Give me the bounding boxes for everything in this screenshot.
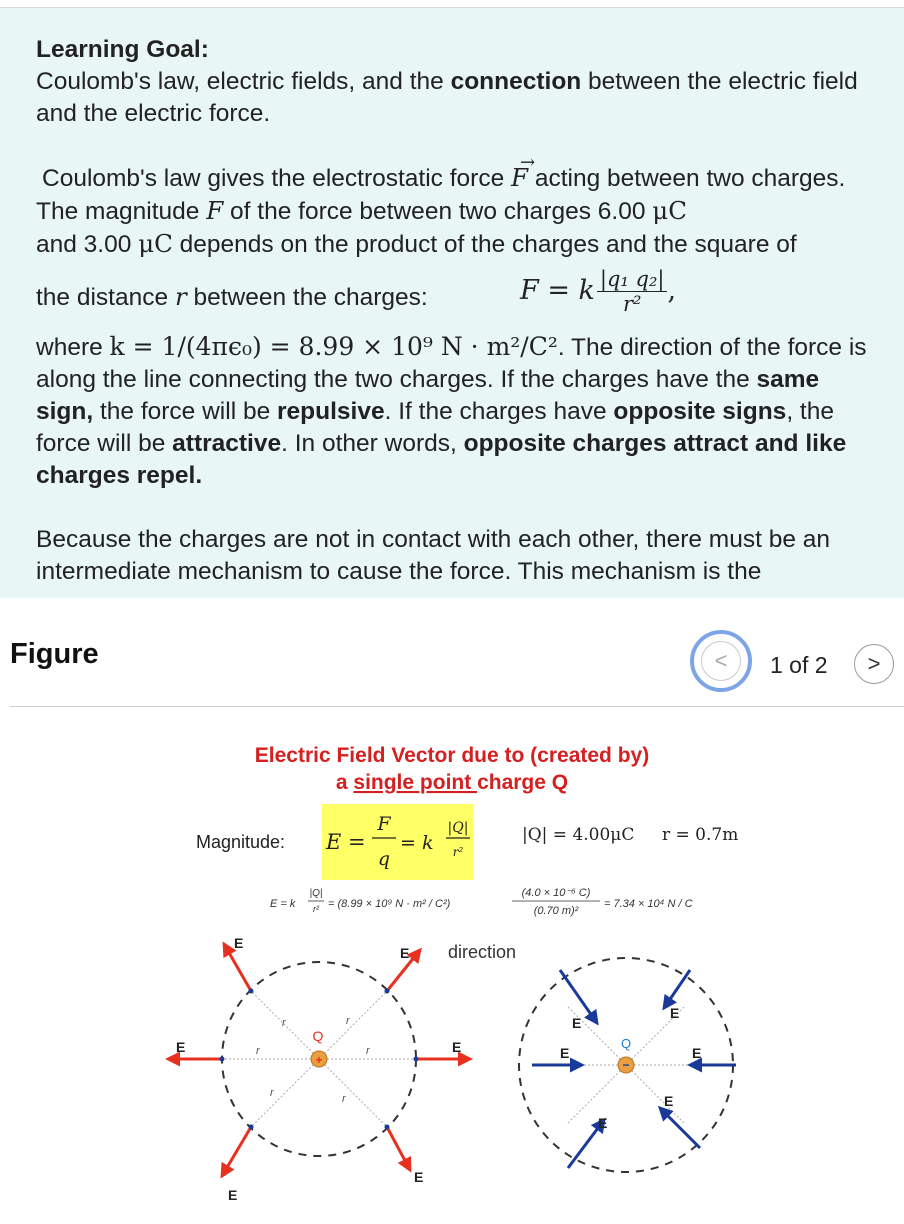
figure-title-line1: Electric Field Vector due to (created by)	[254, 744, 650, 767]
p2-text-c: the force will be	[93, 398, 278, 425]
mag-k: = k	[400, 832, 434, 854]
magnitude-label: Magnitude:	[196, 832, 286, 852]
coulomb-paragraph	[36, 152, 881, 261]
given-distance: r = 0.7m	[662, 825, 739, 845]
svg-text:E: E	[572, 1015, 582, 1031]
calc-lhs: E = k	[270, 898, 296, 910]
opposite-bold: opposite signs	[613, 398, 787, 425]
charge-label-right: Q	[620, 1036, 632, 1051]
formula-lead: the distance r between the charges:	[36, 282, 428, 311]
field-labels-left	[176, 935, 461, 1203]
formula-denominator: r²	[622, 292, 642, 316]
direction-label: direction	[448, 942, 517, 962]
mag-Q: |Q|	[447, 820, 469, 836]
figure-counter: 1 of 2	[770, 652, 828, 678]
inward-field-arrows	[532, 970, 736, 1168]
same-sign-bold: same sign,	[36, 366, 820, 425]
p1-text-b: acting between two charges. The magnitude	[36, 165, 846, 225]
calc-result: = 7.34 × 10⁴ N / C	[604, 898, 693, 910]
plus-sign: +	[315, 1053, 323, 1067]
force-vector-symbol: F →	[511, 152, 536, 192]
summary-bold: opposite charges attract and like charges repel.	[36, 430, 847, 489]
svg-text:E: E	[414, 1169, 424, 1185]
svg-text:E: E	[560, 1045, 570, 1061]
svg-text:E: E	[598, 1115, 608, 1131]
svg-text:r: r	[342, 1093, 346, 1105]
chevron-right-icon: >	[867, 651, 881, 676]
coulomb-formula-line	[36, 267, 881, 331]
figure-heading: Figure	[10, 638, 99, 670]
svg-text:r: r	[282, 1017, 286, 1029]
svg-text:E: E	[664, 1093, 674, 1109]
coulomb-constant: k = 1/(4πϵ₀) = 8.99 × 10⁹ N · m²/C²	[109, 332, 558, 361]
repulsive-bold: repulsive	[277, 398, 385, 425]
svg-text:E: E	[234, 935, 244, 951]
calc-numerator: (4.0 × 10⁻⁶ C)	[521, 887, 591, 899]
attractive-bold: attractive	[172, 430, 282, 457]
p1-text-e: depends on the product of the charges and the square of	[172, 231, 797, 258]
calc-denominator: (0.70 m)²	[533, 905, 579, 917]
svg-text:E: E	[692, 1045, 702, 1061]
svg-text:E: E	[400, 945, 410, 961]
figure-divider	[10, 706, 904, 707]
direction-paragraph	[36, 331, 881, 492]
figure-title-line2: a single point charge Q	[335, 771, 569, 794]
goal-text-end: between the electric field and the electric force.	[36, 68, 858, 127]
formula-lhs: F = k	[520, 275, 595, 306]
p2-text-f: . In other words,	[281, 430, 464, 457]
minus-sign: −	[622, 1058, 630, 1072]
calc-r2: r²	[313, 904, 319, 914]
svg-text:r: r	[256, 1045, 260, 1057]
calc-constant: = (8.99 × 10⁹ N · m² / C²)	[328, 898, 451, 910]
intro-text	[36, 34, 881, 588]
force-magnitude-symbol: F	[206, 196, 224, 225]
mag-r2: r²	[452, 845, 464, 859]
positive-charge-diagram	[168, 935, 470, 1203]
chevron-left-icon: <	[701, 641, 741, 681]
formula-fraction	[597, 267, 668, 316]
svg-text:r: r	[366, 1045, 370, 1057]
unit-microcoulomb-2: μC	[138, 229, 173, 258]
mag-F: F	[377, 813, 391, 835]
formula-comma: ,	[667, 275, 677, 306]
svg-text:r: r	[346, 1015, 350, 1027]
p2-text-e: , the force will be	[36, 398, 834, 457]
unit-microcoulomb: μC	[652, 196, 687, 225]
next-figure-button[interactable]	[854, 644, 894, 684]
mag-q: q	[377, 848, 391, 870]
svg-text:E: E	[228, 1187, 238, 1203]
electric-field-figure	[0, 708, 904, 1224]
svg-text:r: r	[270, 1087, 274, 1099]
intro-panel	[0, 8, 904, 598]
p2-text-d: . If the charges have	[384, 398, 614, 425]
goal-title: Learning Goal:	[36, 36, 209, 63]
p1-text-c: of the force between two charges 6.00	[223, 198, 653, 225]
previous-figure-button[interactable]	[690, 630, 752, 692]
mechanism-paragraph: Because the charges are not in contact with each other, there must be an intermediate mechanism to cause the force. This mechanism is the	[36, 526, 831, 585]
p1-text-d: and 3.00	[36, 231, 139, 258]
p1-text: Coulomb's law gives the electrostatic force	[42, 165, 512, 192]
charge-label-left: Q	[312, 1028, 324, 1044]
mag-E: E =	[326, 830, 366, 854]
learning-goal	[36, 34, 881, 130]
svg-text:E: E	[452, 1039, 462, 1055]
coulomb-formula	[520, 267, 676, 316]
svg-text:E: E	[176, 1039, 186, 1055]
p2-text-b: . The direction of the force is along the line connecting the two charges. If the charges have the	[36, 334, 867, 393]
p2-text: where	[36, 334, 110, 361]
svg-text:E: E	[670, 1005, 680, 1021]
formula-numerator: |q₁ q₂|	[597, 267, 668, 292]
goal-text: Coulomb's law, electric fields, and the	[36, 68, 451, 95]
goal-bold: connection	[450, 68, 582, 95]
given-charge: |Q| = 4.00μC	[522, 825, 635, 845]
negative-charge-diagram	[519, 958, 736, 1172]
calc-Q: |Q|	[309, 888, 323, 899]
